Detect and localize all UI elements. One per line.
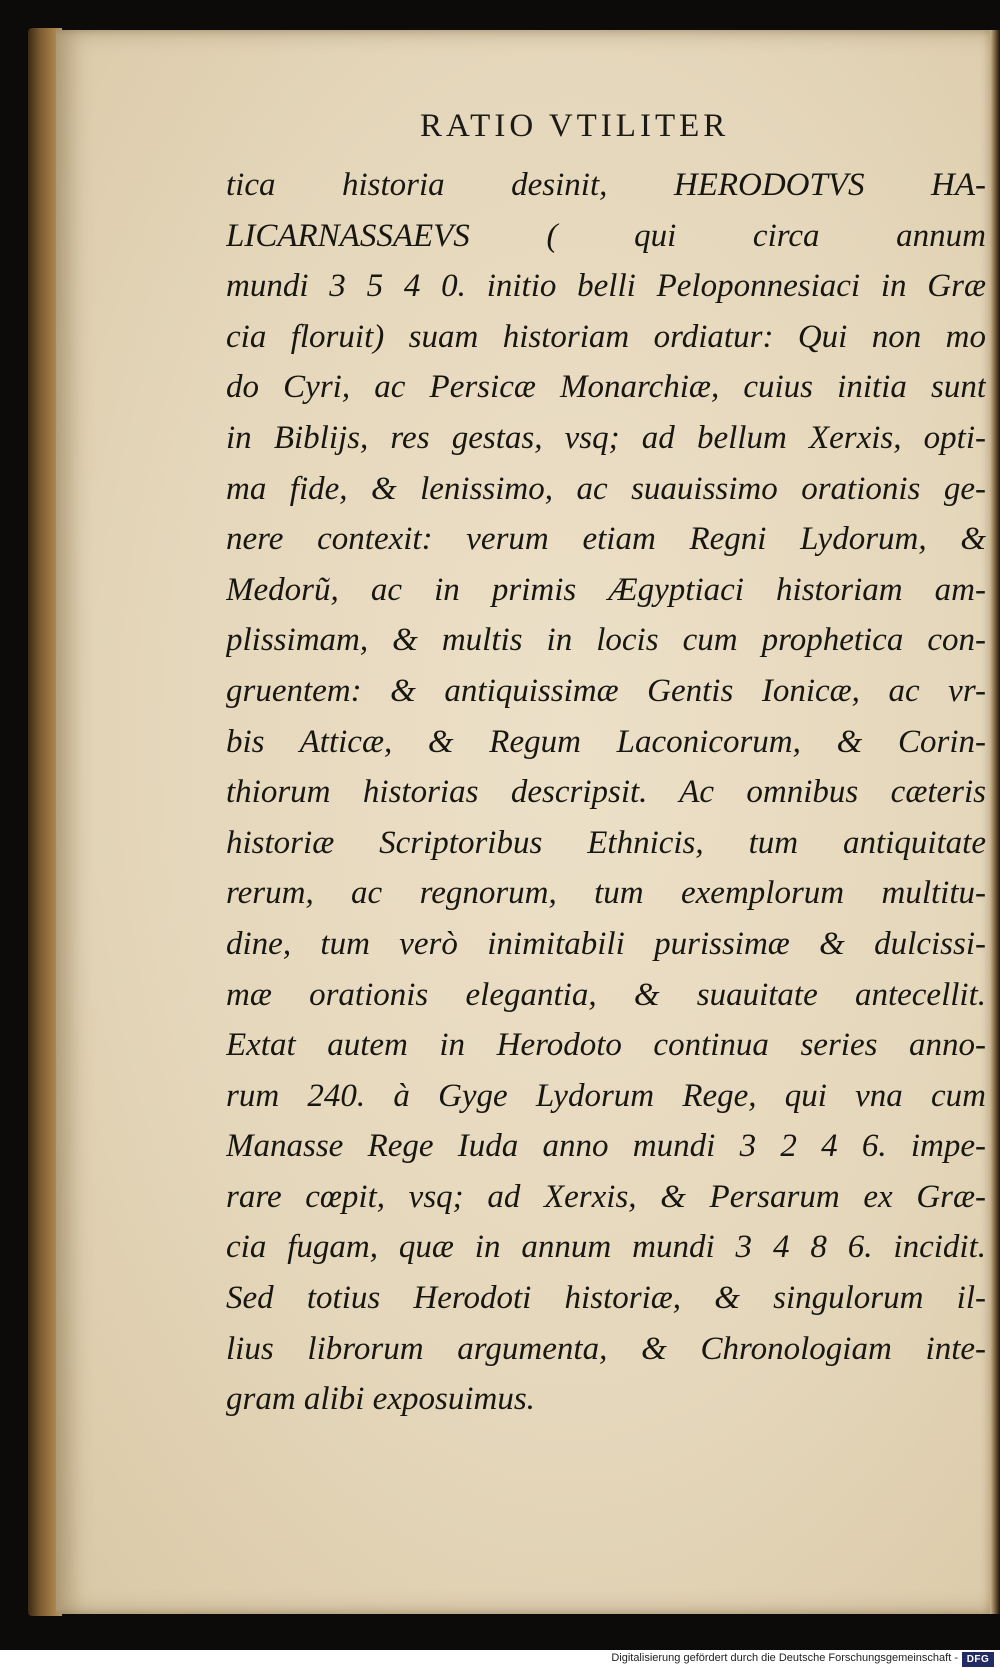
dfg-logo: DFG: [962, 1652, 994, 1667]
text-line: dine, tum verò inimitabili purissimæ & dulcissi-: [226, 925, 986, 962]
text-line: mundi 3 5 4 0. initio belli Peloponnesiaci in Græ: [226, 268, 986, 305]
text-line: thiorum historias descripsit. Ac omnibus cæteris: [226, 774, 986, 811]
text-line: rum 240. à Gyge Lydorum Rege, qui vna cum: [226, 1077, 986, 1114]
text-line: gruentem: & antiquissimæ Gentis Ionicæ, ac vr-: [226, 672, 986, 709]
text-line: Medorũ, ac in primis Ægyptiaci historiam am-: [226, 571, 986, 608]
text-line: rare cœpit, vsq; ad Xerxis, & Persarum ex Græ-: [226, 1178, 986, 1215]
running-head: RATIO VTILITER: [420, 108, 730, 144]
page-right-edge: [990, 30, 1000, 1614]
text-line: ma fide, & lenissimo, ac suauissimo orationis ge-: [226, 470, 986, 507]
text-line: historiæ Scriptoribus Ethnicis, tum antiquitate: [226, 824, 986, 861]
text-line: tica historia desinit, HERODOTVS HA-: [226, 167, 986, 203]
text-line: rerum, ac regnorum, tum exemplorum multitu-: [226, 875, 986, 912]
text-line: do Cyri, ac Persicæ Monarchiæ, cuius initia sunt: [226, 369, 986, 406]
text-line: cia fugam, quæ in annum mundi 3 4 8 6. incidit.: [226, 1229, 986, 1266]
text-line: Extat autem in Herodoto continua series anno-: [226, 1027, 986, 1064]
text-line: lius librorum argumenta, & Chronologiam inte-: [226, 1330, 986, 1367]
text-line: Manasse Rege Iuda anno mundi 3 2 4 6. impe-: [226, 1128, 986, 1165]
text-line: bis Atticæ, & Regum Laconicorum, & Corin-: [226, 723, 986, 760]
text-line: LICARNASSAEVS ( qui circa annum: [226, 217, 986, 254]
footer-credit: Digitalisierung gefördert durch die Deutsche Forschungsgemeinschaft -: [611, 1652, 958, 1664]
text-line: in Biblijs, res gestas, vsq; ad bellum Xerxis, opti-: [226, 419, 986, 456]
text-line: plissimam, & multis in locis cum prophetica con-: [226, 622, 986, 659]
text-line: mæ orationis elegantia, & suauitate antecellit.: [226, 976, 986, 1013]
text-line: nere contexit: verum etiam Regni Lydorum, &: [226, 521, 986, 558]
text-line: cia floruit) suam historiam ordiatur: Qui non mo: [226, 318, 986, 355]
body-text: [226, 160, 986, 1420]
text-line: gram alibi exposuimus.: [226, 1381, 535, 1418]
text-line: Sed totius Herodoti historiæ, & singulorum il-: [226, 1280, 986, 1317]
